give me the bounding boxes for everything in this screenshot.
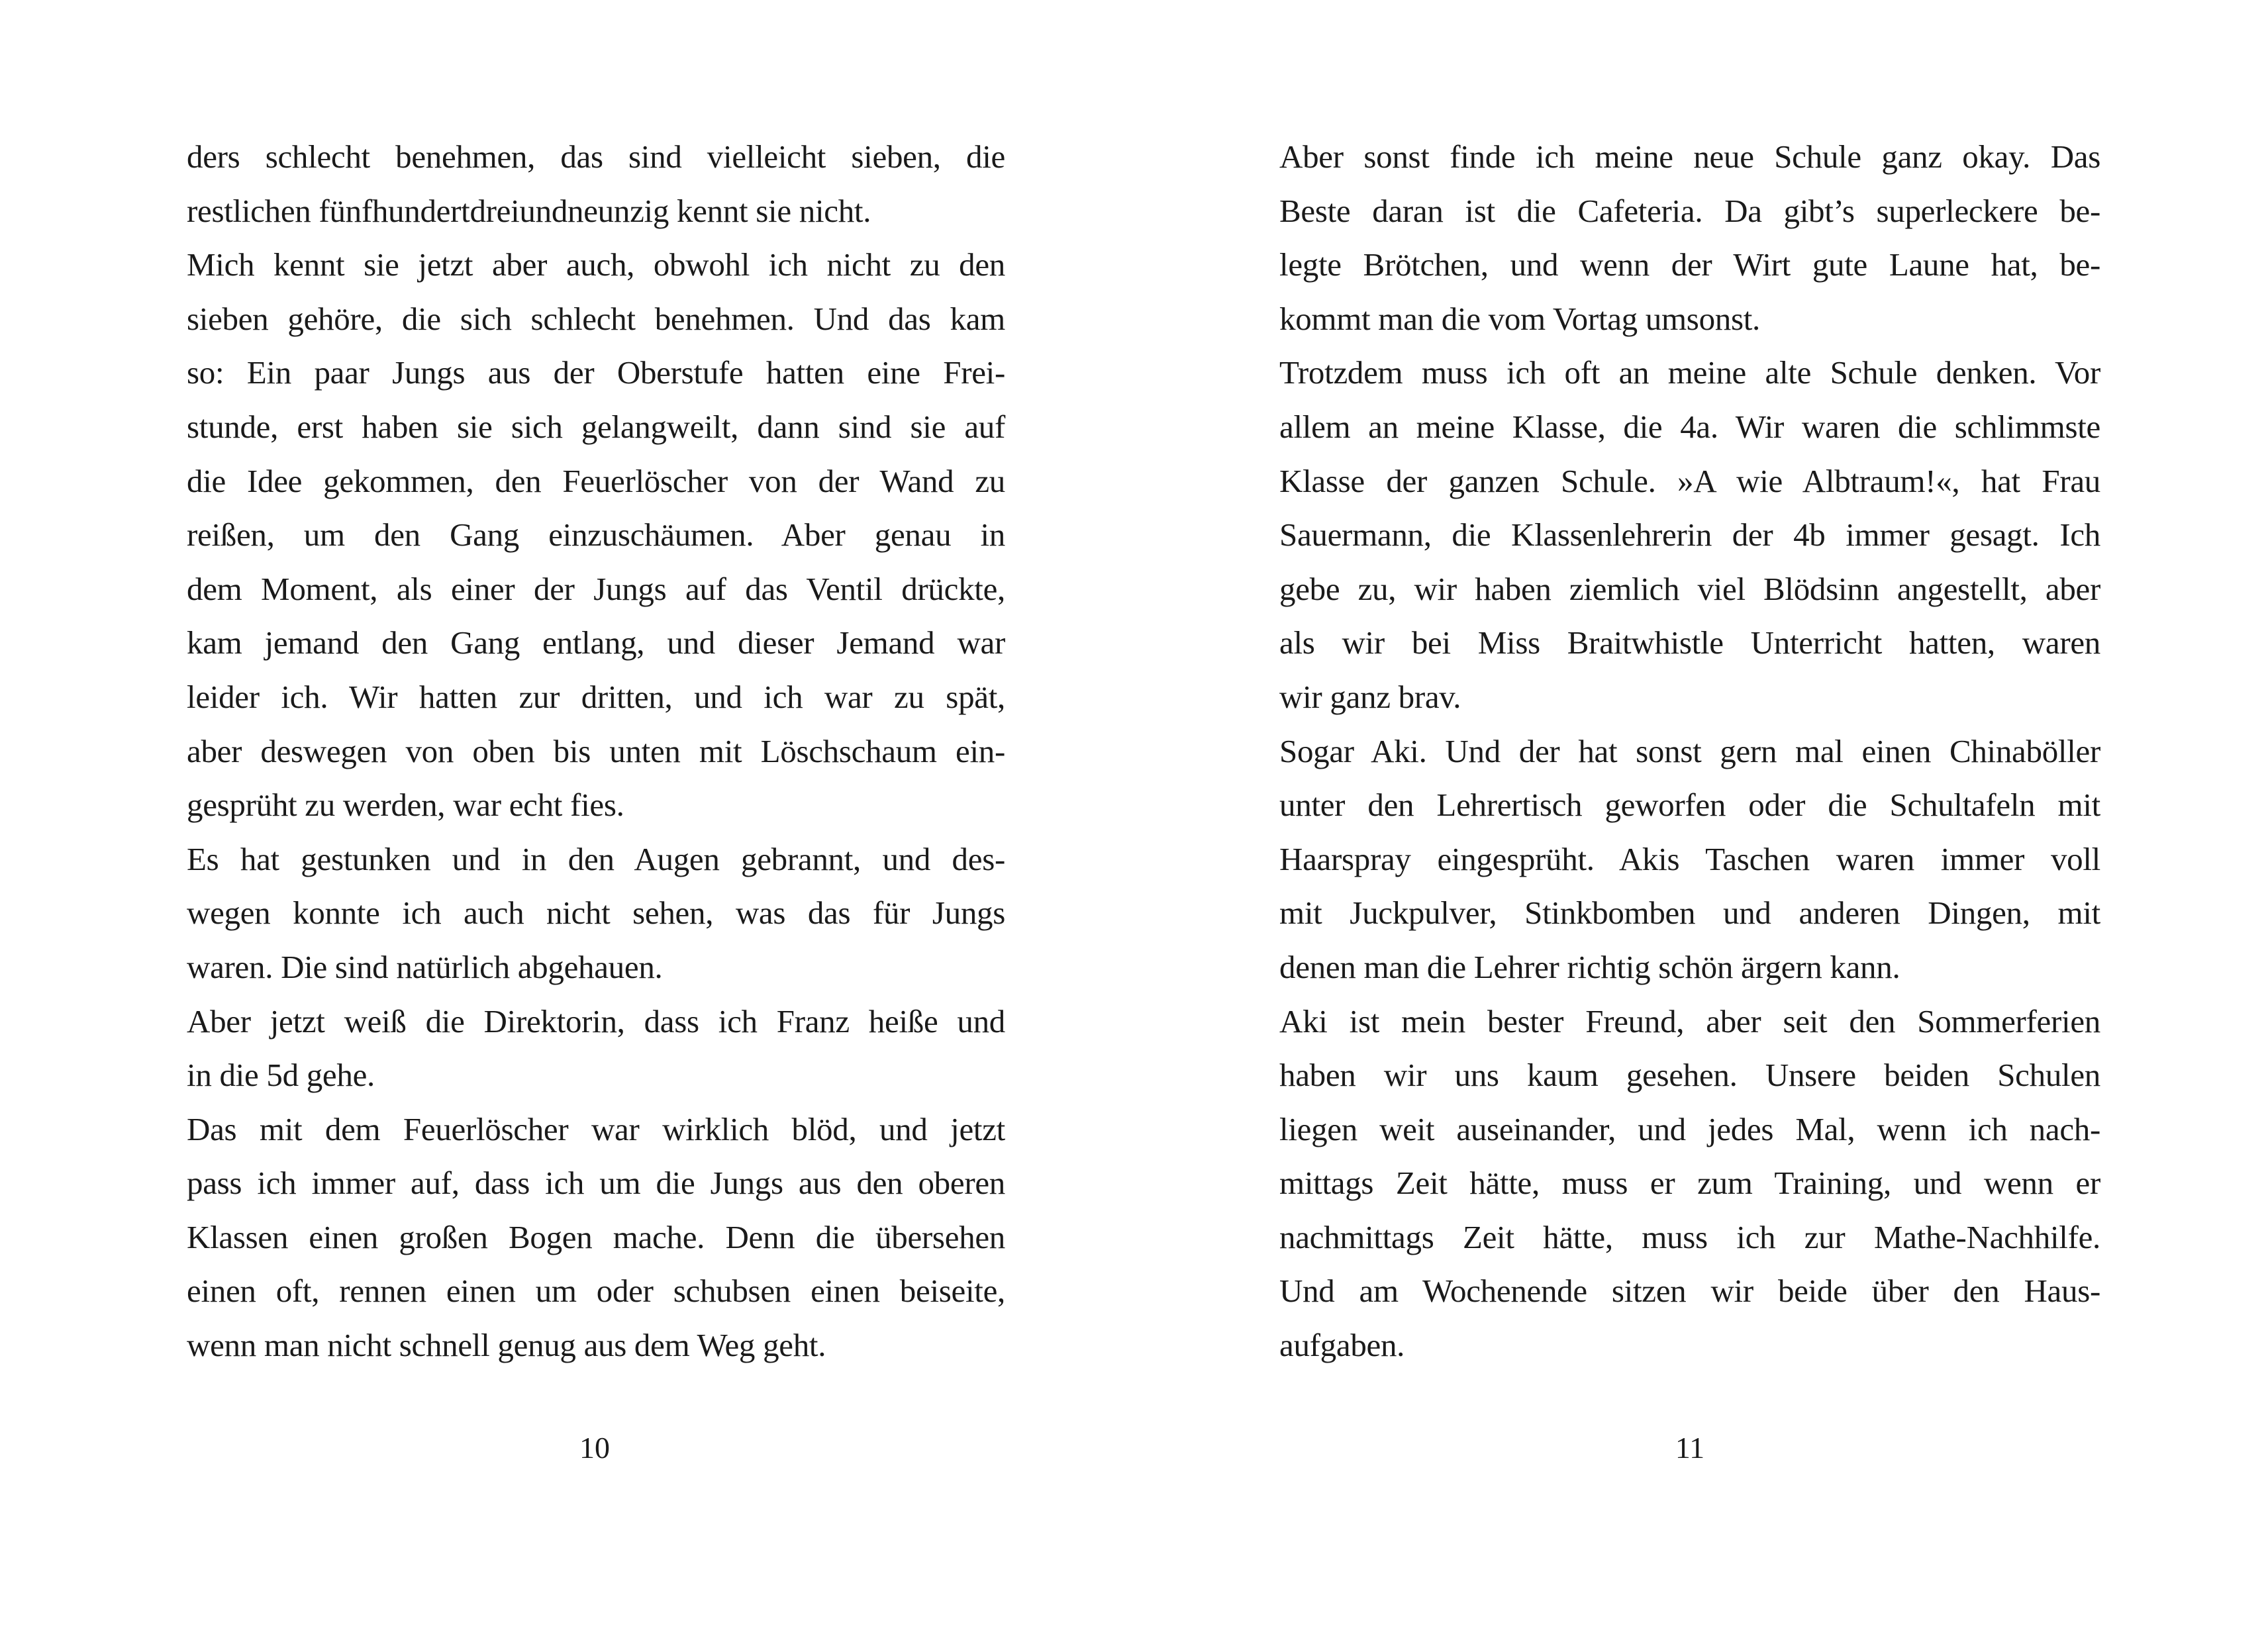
- text-line: allem an meine Klasse, die 4a. Wir waren die schlimmste: [1279, 408, 2100, 445]
- page-number-left: 10: [579, 1431, 610, 1465]
- text-line: reißen, um den Gang einzuschäumen. Aber genau in: [187, 516, 1005, 554]
- text-line: Klassen einen großen Bogen mache. Denn die übersehen: [187, 1218, 1005, 1255]
- text-line: als wir bei Miss Braitwhistle Unterricht hatten, waren: [1279, 624, 2100, 661]
- text-line: die Idee gekommen, den Feuerlöscher von der Wand zu: [187, 462, 1005, 499]
- text-line: Mich kennt sie jetzt aber auch, obwohl ich nicht zu den: [187, 246, 1005, 283]
- text-line: Sauermann, die Klassenlehrerin der 4b immer gesagt. Ich: [1279, 516, 2100, 554]
- text-line: denen man die Lehrer richtig schön ärgern kann.: [1279, 948, 1900, 985]
- text-line: so: Ein paar Jungs aus der Oberstufe hatten eine Frei-: [187, 354, 1005, 391]
- text-line: Das mit dem Feuerlöscher war wirklich blöd, und jetzt: [187, 1110, 1005, 1147]
- page-number-right: 11: [1675, 1431, 1705, 1465]
- left-page-text: [187, 130, 1005, 1373]
- text-line: waren. Die sind natürlich abgehauen.: [187, 948, 663, 985]
- text-line: Beste daran ist die Cafeteria. Da gibt’s superleckere be-: [1279, 192, 2100, 229]
- text-line: sieben gehöre, die sich schlecht benehmen. Und das kam: [187, 300, 1005, 337]
- text-line: nachmittags Zeit hätte, muss ich zur Mathe-Nachhilfe.: [1279, 1218, 2100, 1255]
- right-page-text: [1279, 130, 2100, 1373]
- text-line: wenn man nicht schnell genug aus dem Weg geht.: [187, 1327, 826, 1364]
- text-line: Aber jetzt weiß die Direktorin, dass ich Franz heiße und: [187, 1002, 1005, 1039]
- text-line: mit Juckpulver, Stinkbomben und anderen Dingen, mit: [1279, 894, 2100, 932]
- text-line: leider ich. Wir hatten zur dritten, und ich war zu spät,: [187, 678, 1005, 715]
- text-line: Trotzdem muss ich oft an meine alte Schule denken. Vor: [1279, 354, 2100, 391]
- text-line: gebe zu, wir haben ziemlich viel Blödsinn angestellt, aber: [1279, 570, 2100, 607]
- text-line: wir ganz brav.: [1279, 678, 1461, 715]
- text-line: ders schlecht benehmen, das sind vielleicht sieben, die: [187, 138, 1005, 175]
- text-line: Sogar Aki. Und der hat sonst gern mal einen Chinaböller: [1279, 732, 2100, 769]
- text-line: Aber sonst finde ich meine neue Schule ganz okay. Das: [1279, 138, 2100, 175]
- text-line: Haarspray eingesprüht. Akis Taschen waren immer voll: [1279, 840, 2100, 877]
- text-line: aufgaben.: [1279, 1327, 1405, 1364]
- text-line: wegen konnte ich auch nicht sehen, was das für Jungs: [187, 894, 1005, 932]
- text-line: unter den Lehrertisch geworfen oder die Schultafeln mit: [1279, 787, 2100, 824]
- text-line: mittags Zeit hätte, muss er zum Training, und wenn er: [1279, 1165, 2100, 1202]
- text-line: kommt man die vom Vortag umsonst.: [1279, 300, 1761, 337]
- text-line: pass ich immer auf, dass ich um die Jungs aus den oberen: [187, 1165, 1005, 1202]
- text-line: Es hat gestunken und in den Augen gebrannt, und des-: [187, 840, 1005, 877]
- text-line: dem Moment, als einer der Jungs auf das Ventil drückte,: [187, 570, 1005, 607]
- text-line: stunde, erst haben sie sich gelangweilt, dann sind sie auf: [187, 408, 1005, 445]
- text-line: kam jemand den Gang entlang, und dieser Jemand war: [187, 624, 1005, 661]
- text-line: gesprüht zu werden, war echt fies.: [187, 787, 624, 824]
- text-line: Klasse der ganzen Schule. »A wie Albtraum!«, hat Frau: [1279, 462, 2100, 499]
- text-line: restlichen fünfhundertdreiundneunzig kennt sie nicht.: [187, 192, 871, 229]
- text-line: einen oft, rennen einen um oder schubsen einen beiseite,: [187, 1273, 1005, 1310]
- text-line: in die 5d gehe.: [187, 1057, 375, 1094]
- text-line: aber deswegen von oben bis unten mit Löschschaum ein-: [187, 732, 1005, 769]
- text-line: Und am Wochenende sitzen wir beide über den Haus-: [1279, 1273, 2100, 1310]
- text-line: haben wir uns kaum gesehen. Unsere beiden Schulen: [1279, 1057, 2100, 1094]
- text-line: liegen weit auseinander, und jedes Mal, wenn ich nach-: [1279, 1110, 2100, 1147]
- text-line: legte Brötchen, und wenn der Wirt gute Laune hat, be-: [1279, 246, 2100, 283]
- text-line: Aki ist mein bester Freund, aber seit den Sommerferien: [1279, 1002, 2100, 1039]
